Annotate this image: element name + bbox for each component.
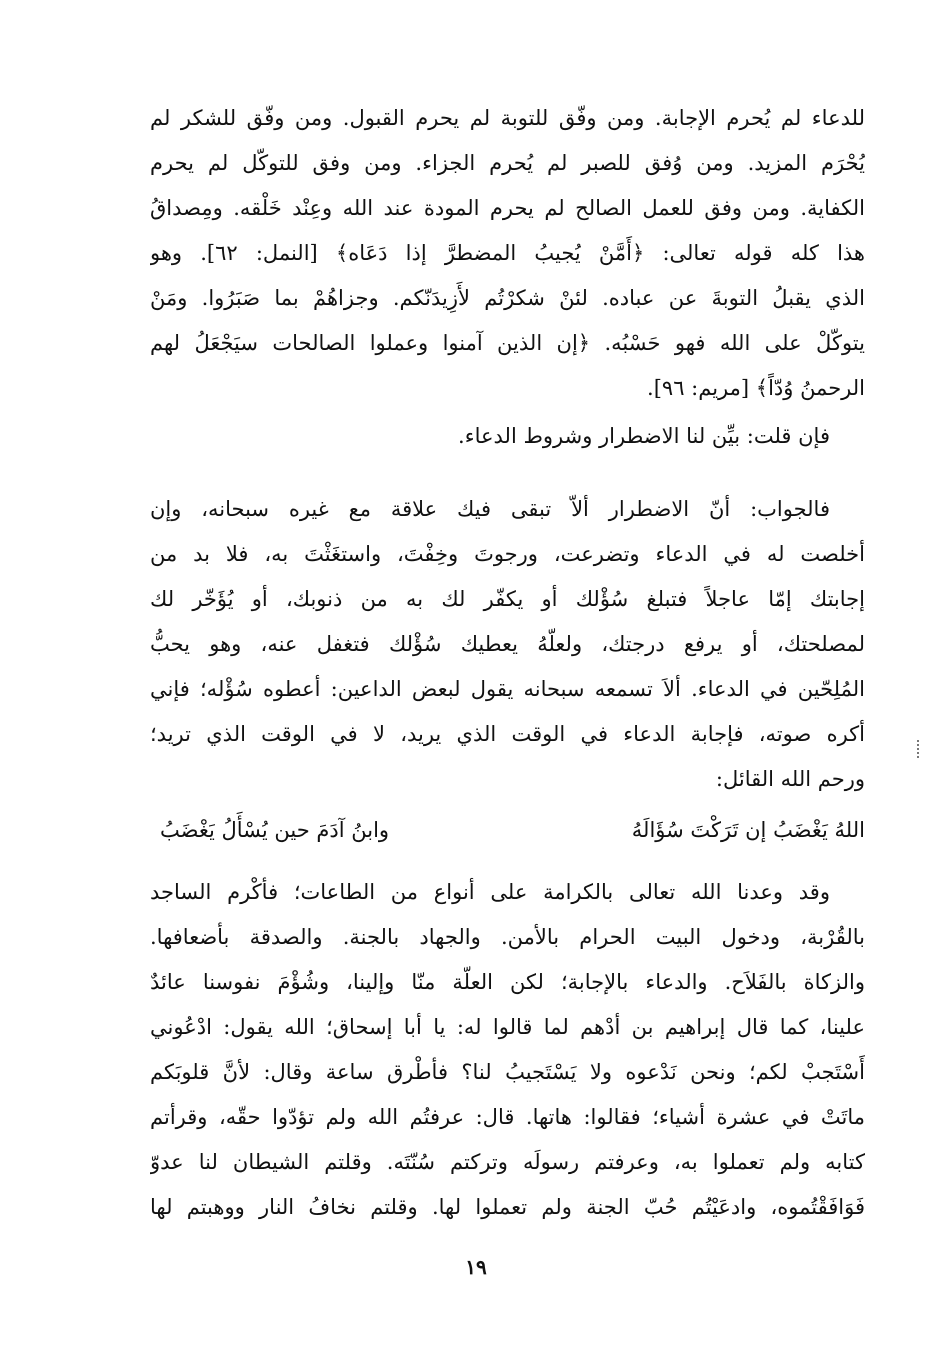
paragraph-2 xyxy=(150,414,865,459)
text-line: كتابه ولم تعملوا به، وعرفتم رسولَه وتركتم سُنّتَه. وقلتم الشيطان لنا عدوّ xyxy=(150,1150,865,1174)
text-line: إجابتك إمّا عاجلاً فتبلغ سُؤْلك أو يكفّر لك به من ذنوبك، أو يُؤَخّر لك xyxy=(150,587,865,611)
text-line: أكره صوته، فإجابة الدعاء في الوقت الذي يريد، لا في الوقت الذي تريد؛ xyxy=(150,722,865,746)
text-line: والزكاة بالفَلاَح. والدعاء بالإجابة؛ لكن العلّة منّا وإلينا، وشُؤْمَ نفوسنا عائدٌ xyxy=(150,970,865,994)
margin-mark xyxy=(917,740,922,758)
poetry-verse xyxy=(150,808,865,853)
paragraph-4 xyxy=(150,870,865,1230)
page-number: ١٩ xyxy=(465,1255,487,1279)
text-line: يُحْرَم المزيد. ومن وُفق للصبر لم يُحرم الجزاء. ومن وفق للتوكّل لم يحرم xyxy=(150,151,865,175)
text-line: ورحم الله القائل: xyxy=(715,767,865,791)
text-line: لمصلحتك، أو يرفع درجتك، ولعلّهُ يعطيك سُؤْلك فتغفل عنه، وهو يحبُّ xyxy=(150,632,865,656)
paragraph-1 xyxy=(150,96,865,411)
verse-first-hemistich: اللهُ يَغْضَبُ إن تَرَكْتَ سُؤَالَهُ xyxy=(631,818,865,842)
text-line: أَسْتَجبْ لكم؛ ونحن نَدْعوه ولا يَسْتَجيبُ لنا؟ فأطْرق ساعة وقال: لأنَّ قلوبَكم xyxy=(150,1060,865,1084)
text-line: أخلصت له في الدعاء وتضرعت، ورجوتَ وخِفْتَ، واستغَثْتَ به، فلا بد من xyxy=(150,542,865,566)
paragraph-3 xyxy=(150,487,865,802)
text-line: ماتَتْ في عشرة أشياء؛ فقالوا: هاتها. قال: عرفتُم الله ولم تؤدّوا حقّه، وقرأتم xyxy=(150,1105,865,1129)
text-line: هذا كله قوله تعالى: ﴿أَمَّنْ يُجيبُ المضطرَّ إذا دَعَاه﴾ [النمل: ٦٢]. وهو xyxy=(150,241,865,265)
text-line: علينا، كما قال إبراهيم بن أدْهم لما قالوا له: يا أبا إسحاق؛ الله يقول: ادْعُوني xyxy=(150,1015,865,1039)
text-line: فالجواب: أنّ الاضطرار ألاّ تبقى فيك علاقة مع غيره سبحانه، وإن xyxy=(150,497,830,521)
text-line: للدعاء لم يُحرم الإجابة. ومن وفّق للتوبة لم يحرم القبول. ومن وفّق للشكر لم xyxy=(150,106,865,130)
text-line: يتوكّلْ على الله فهو حَسْبُه. ﴿إن الذين آمنوا وعملوا الصالحات سيَجْعَلُ لهم xyxy=(150,331,865,355)
text-line: المُلِحّين في الدعاء. ألاَ تسمعه سبحانه يقول لبعض الداعين: أعطوه سُؤْله؛ فإني xyxy=(150,677,865,701)
text-line: الذي يقبلُ التوبةَ عن عباده. لئنْ شكرْتُم لأَزِيدَنّكم. وجزاهُمْ بما صَبَرُوا. ومَنْ xyxy=(150,286,865,310)
verse-second-hemistich: وابنُ آدَمَ حين يُسْأَلُ يَغْضَبُ xyxy=(160,818,390,842)
text-line: فإن قلت: بيِّن لنا الاضطرار وشروط الدعاء. xyxy=(458,424,830,448)
text-line: الرحمنُ وُدّاً﴾ [مريم: ٩٦]. xyxy=(647,376,865,400)
text-line: فَوَافَقْتُموه، وادعَيْتُم حُبّ الجنة ولم تعملوا لها. وقلتم نخافُ النار ووهبتم لها xyxy=(150,1195,865,1219)
text-line: الكفاية. ومن وفق للعمل الصالح لم يحرم المودة عند الله وعِنْد خَلْقه. ومِصداقُ xyxy=(150,196,865,220)
text-line: وقد وعدنا الله تعالى بالكرامة على أنواع من الطاعات؛ فأكْرم الساجد xyxy=(150,880,830,904)
text-line: بالقُرْبة، ودخول البيت الحرام بالأمن. والجهاد بالجنة. والصدقة بأضعافها. xyxy=(150,925,865,949)
